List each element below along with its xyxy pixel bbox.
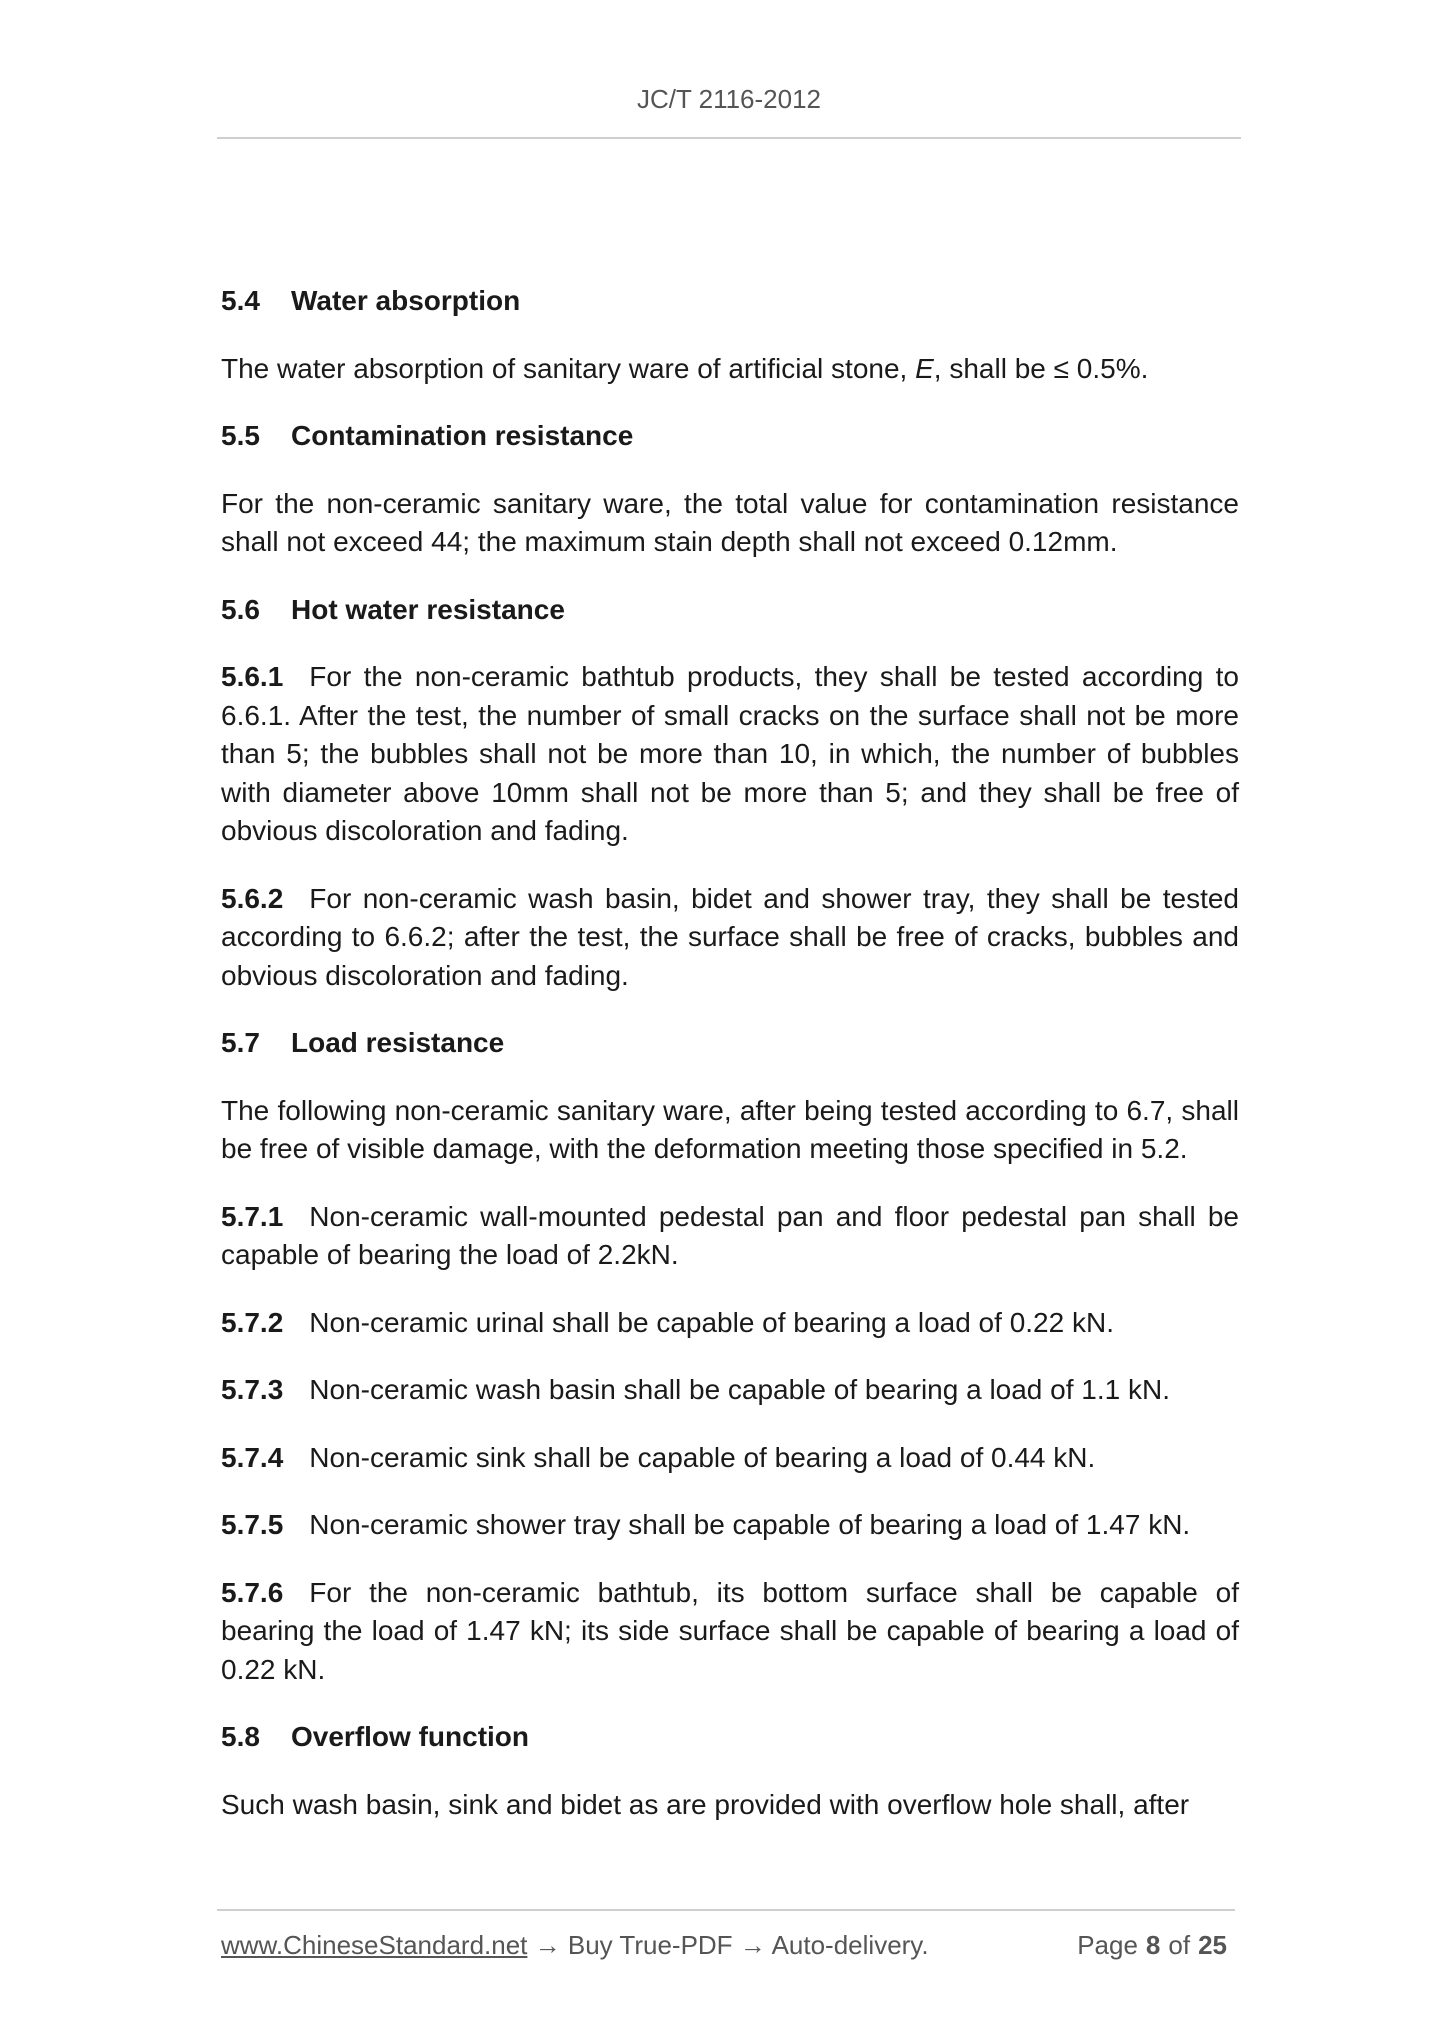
- page-content: [221, 282, 1239, 1853]
- footer-divider: [217, 1909, 1235, 1911]
- section-heading-5-6: [221, 591, 1239, 630]
- section-number: 5.7: [221, 1027, 260, 1058]
- header-divider: [217, 137, 1241, 139]
- section-title: Load resistance: [291, 1027, 505, 1058]
- section-heading-5-5: [221, 417, 1239, 456]
- section-heading-5-4: [221, 282, 1239, 321]
- clause-5-7-1: [221, 1198, 1239, 1275]
- clause-5-7-3: [221, 1371, 1239, 1410]
- section-number: 5.6: [221, 593, 260, 625]
- section-heading-5-8: [221, 1718, 1239, 1757]
- clause-number: 5.7.1: [221, 1200, 284, 1232]
- paragraph-water-absorption: [221, 350, 1239, 389]
- clause-number: 5.6.1: [221, 661, 284, 692]
- clause-5-6-1: [221, 658, 1239, 851]
- document-header: JC/T 2116-2012: [636, 84, 822, 114]
- clause-number: 5.7.3: [221, 1374, 284, 1405]
- variable-e: E: [915, 352, 934, 384]
- clause-number: 5.7.6: [221, 1576, 284, 1608]
- page-label: Page: [1077, 1930, 1138, 1960]
- footer-promo-text: → Buy True-PDF → Auto-delivery.: [527, 1930, 929, 1960]
- page-current: 8: [1145, 1930, 1161, 1960]
- page-indicator: [1077, 1930, 1235, 1961]
- clause-text: Non-ceramic urinal shall be capable of bearing a load of 0.22 kN.: [309, 1306, 1114, 1338]
- section-title: Overflow function: [291, 1721, 529, 1752]
- section-heading-5-7: [221, 1024, 1239, 1063]
- clause-text: For the non-ceramic bathtub products, they shall be tested according to 6.6.1. After the test, the number of small cracks on the surface shall not be more than 5; the bubbles shall not be more than 10, in which, the number of bubbles with diameter above 10mm shall not be more than 5; and they shall be free of obvious discoloration and fading.: [221, 661, 1239, 846]
- clause-number: 5.7.4: [221, 1441, 284, 1473]
- clause-5-6-2: [221, 880, 1239, 996]
- paragraph-text: The water absorption of sanitary ware of artificial stone,: [221, 352, 916, 384]
- page-total: 25: [1198, 1930, 1227, 1960]
- clause-number: 5.7.2: [221, 1306, 284, 1338]
- clause-5-7-2: [221, 1304, 1239, 1343]
- paragraph-contamination: For the non-ceramic sanitary ware, the total value for contamination resistance shall not exceed 44; the maximum stain depth shall not exceed 0.12mm.: [221, 487, 1239, 557]
- section-title: Hot water resistance: [291, 593, 565, 625]
- page-of-label: of: [1168, 1930, 1191, 1960]
- website-link[interactable]: www.ChineseStandard.net: [221, 1930, 528, 1960]
- clause-5-7-5: [221, 1506, 1239, 1545]
- clause-text: Non-ceramic shower tray shall be capable of bearing a load of 1.47 kN.: [309, 1509, 1191, 1540]
- clause-text: Non-ceramic wash basin shall be capable of bearing a load of 1.1 kN.: [309, 1374, 1170, 1405]
- clause-text: For the non-ceramic bathtub, its bottom surface shall be capable of bearing the load of 1.47 kN; its side surface shall be capable of bearing a load of 0.22 kN.: [221, 1576, 1239, 1685]
- clause-5-7-6: [221, 1574, 1239, 1690]
- clause-text: Non-ceramic sink shall be capable of bearing a load of 0.44 kN.: [309, 1441, 1096, 1473]
- clause-text: Non-ceramic wall-mounted pedestal pan and floor pedestal pan shall be capable of bearing the load of 2.2kN.: [221, 1200, 1239, 1270]
- clause-text: For non-ceramic wash basin, bidet and shower tray, they shall be tested according to 6.6.2; after the test, the surface shall be free of cracks, bubbles and obvious discoloration and fading.: [221, 882, 1239, 991]
- paragraph-load-resistance: The following non-ceramic sanitary ware, after being tested according to 6.7, shall be free of visible damage, with the deformation meeting those specified in 5.2.: [221, 1094, 1239, 1164]
- section-title: Contamination resistance: [291, 420, 634, 451]
- footer-promo: [221, 1930, 929, 1961]
- paragraph-overflow: Such wash basin, sink and bidet as are provided with overflow hole shall, after: [221, 1788, 1190, 1820]
- section-number: 5.5: [221, 420, 260, 451]
- section-number: 5.8: [221, 1721, 260, 1752]
- section-number: 5.4: [221, 285, 260, 316]
- section-title: Water absorption: [291, 285, 521, 316]
- paragraph-text: , shall be ≤ 0.5%.: [933, 352, 1149, 384]
- clause-number: 5.7.5: [221, 1509, 284, 1540]
- clause-number: 5.6.2: [221, 882, 284, 914]
- clause-5-7-4: [221, 1439, 1239, 1478]
